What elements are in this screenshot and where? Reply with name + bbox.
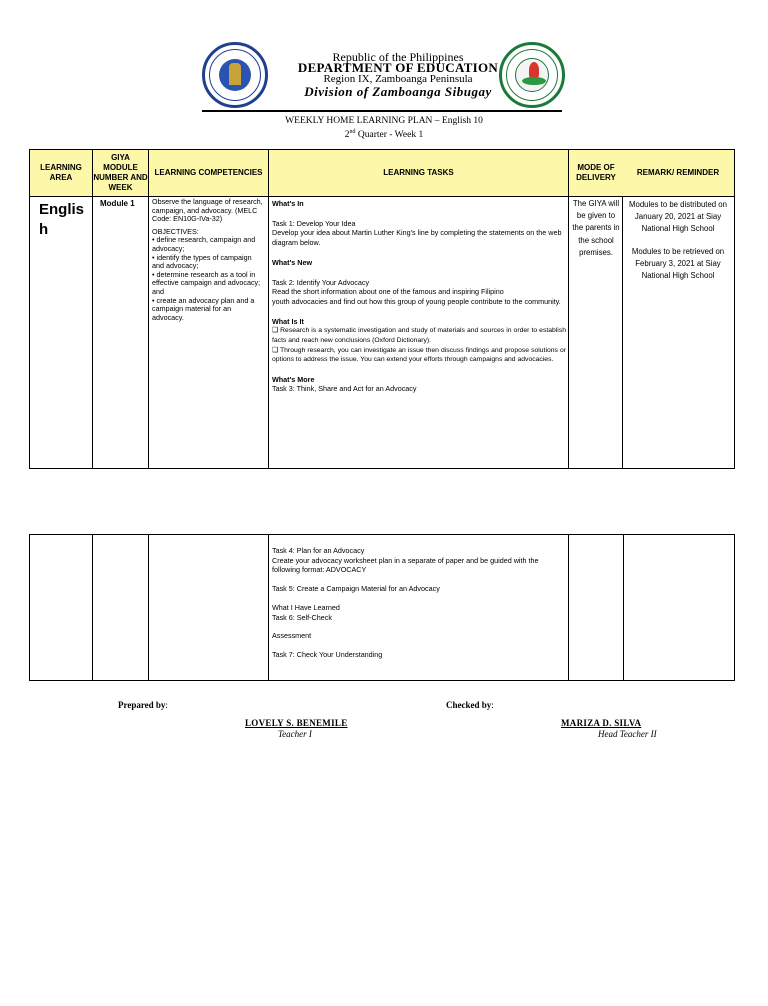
mode-of-delivery-value: The GIYA will be given to the parents in the school premises. xyxy=(572,199,620,257)
col-module: GIYA MODULE NUMBER AND WEEK xyxy=(93,153,148,192)
col-learning-area: LEARNING AREA xyxy=(40,163,82,182)
col-remark: REMARK/ REMINDER xyxy=(636,168,720,177)
remark-retrieval: Modules to be retrieved on February 3, 2021 at Siay National High School xyxy=(631,246,725,281)
preparer-title: Teacher I xyxy=(278,729,312,739)
competency-text: Observe the language of research, campaign, and advocacy. (MELC Code: EN10G-IVa-32) xyxy=(152,197,263,224)
preparer-name: LOVELY S. BENEMILE xyxy=(245,718,348,728)
header-divider xyxy=(202,110,562,112)
competencies-cell xyxy=(152,198,264,322)
section-assessment: Assessment xyxy=(272,631,312,641)
section-whats-new: What's New xyxy=(272,257,313,267)
learning-plan-table-continued xyxy=(29,534,735,681)
task6-title: Task 6: Self-Check xyxy=(272,612,332,622)
task2-text-cont: youth advocacies and find out how this group of young people contribute to the community. xyxy=(272,296,561,306)
research-bullet: ❑ Through research, you can investigate an issue then discuss findings and propose solutions or options to address the issue. You can extend your efforts through campaigns and advocacies. xyxy=(272,346,566,364)
task1-text: Develop your idea about Martin Luther King's line by completing the statements on the web diagram below. xyxy=(272,228,562,248)
learning-plan-table xyxy=(29,149,623,469)
checked-by-label: Checked by: xyxy=(446,700,494,710)
research-bullet: ❑ Research is a systematic investigation and study of materials and sources in order to establish facts and reach new conclusions (Oxford Dictionary). xyxy=(272,327,566,344)
remark-distribution: Modules to be distributed on January 20, 2021 at Siay National High School xyxy=(629,200,727,234)
col-mode-of-delivery: MODE OF DELIVERY xyxy=(576,163,616,182)
task2-text: Read the short information about one of the famous and inspiring Filipino xyxy=(272,287,504,297)
checker-title: Head Teacher II xyxy=(598,729,657,739)
header-division: Division of Zamboanga Sibugay xyxy=(304,84,492,99)
header-region: Region IX, Zamboanga Peninsula xyxy=(323,73,473,85)
objective-item: • create an advocacy plan and a campaign material for an advocacy. xyxy=(152,295,255,322)
section-whats-in: What's In xyxy=(272,199,304,208)
task7-title: Task 7: Check Your Understanding xyxy=(272,649,383,659)
task5-title: Task 5: Create a Campaign Material for an Advocacy xyxy=(272,584,440,594)
section-what-i-have-learned: What I Have Learned xyxy=(272,602,340,612)
task4-text: Create your advocacy worksheet plan in a separate of paper and be guided with the following format: ADVOCACY xyxy=(272,555,539,575)
header-department: DEPARTMENT OF EDUCATION xyxy=(297,60,499,75)
checker-name: MARIZA D. SILVA xyxy=(561,718,642,728)
learning-tasks-cell xyxy=(272,199,566,394)
objective-item: • identify the types of campaign and advocacy; xyxy=(152,252,252,271)
objective-item: • define research, campaign and advocacy; xyxy=(152,235,256,253)
header-republic: Republic of the Philippines xyxy=(332,50,464,64)
plan-title: WEEKLY HOME LEARNING PLAN – English 10 xyxy=(285,116,483,126)
learning-area-value: Englis h xyxy=(39,201,85,238)
plan-quarter: 2nd Quarter - Week 1 xyxy=(344,129,424,141)
objectives-label: OBJECTIVES: xyxy=(152,226,199,236)
task1-title: Task 1: Develop Your Idea xyxy=(272,218,356,228)
module-value: Module 1 xyxy=(100,199,135,208)
section-whats-more: What's More xyxy=(272,374,315,384)
task4-title: Task 4: Plan for an Advocacy xyxy=(272,546,365,555)
col-competencies: LEARNING COMPETENCIES xyxy=(154,168,263,177)
objective-item: • determine research as a tool in effective campaign and advocacy; and xyxy=(152,269,261,296)
section-what-is-it: What Is It xyxy=(272,316,304,326)
remark-column xyxy=(622,149,735,469)
task2-title: Task 2: Identify Your Advocacy xyxy=(272,277,370,287)
learning-tasks-cell-continued xyxy=(272,546,566,660)
prepared-by-label: Prepared by: xyxy=(118,700,168,710)
task3-title: Task 3: Think, Share and Act for an Advocacy xyxy=(272,384,417,394)
col-learning-tasks: LEARNING TASKS xyxy=(383,168,454,177)
remark-cell xyxy=(626,199,730,282)
